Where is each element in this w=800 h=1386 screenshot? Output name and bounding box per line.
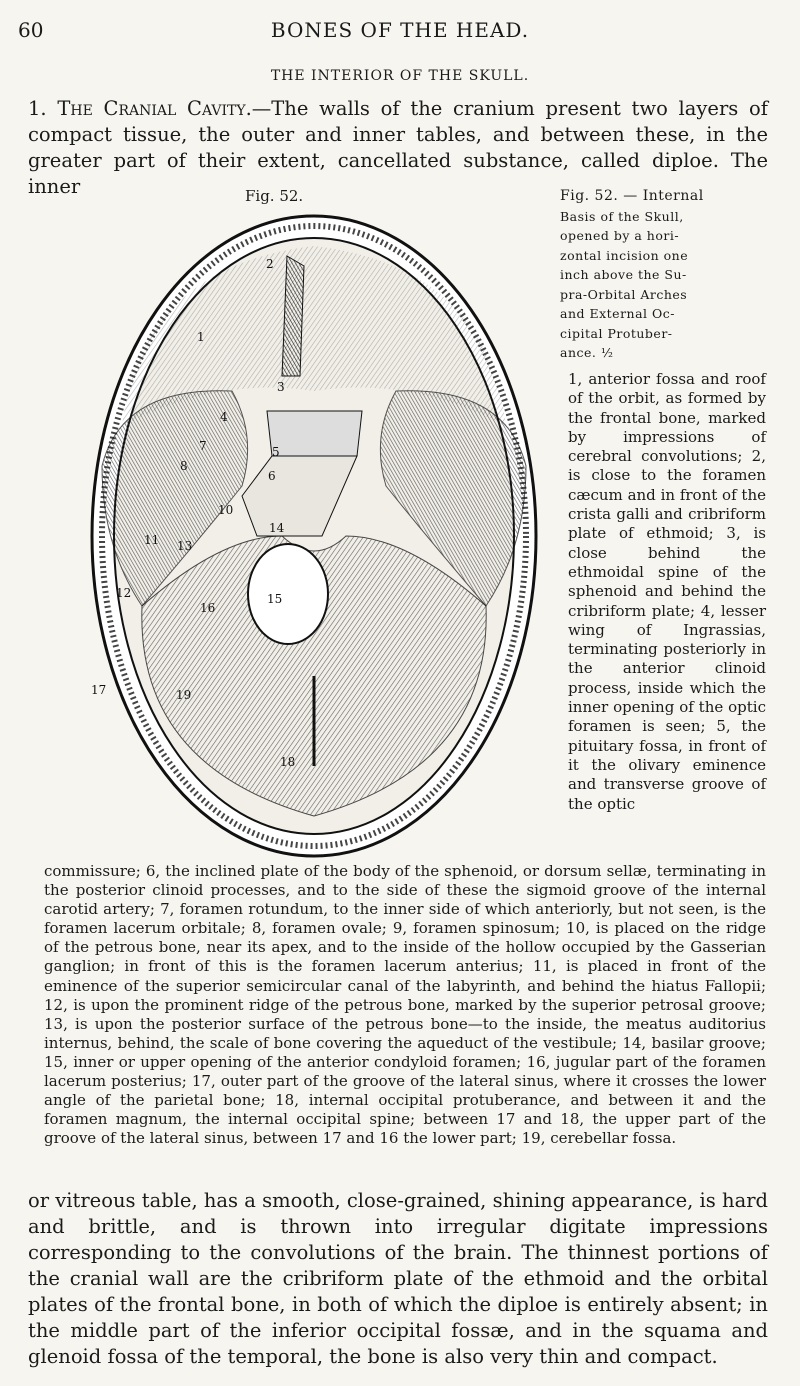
callout-15: 15 <box>267 592 283 606</box>
callout-14: 14 <box>269 521 285 535</box>
callout-8: 8 <box>180 459 188 473</box>
caption-title-line: pra-Orbital Arches <box>560 286 688 302</box>
caption-title-line: opened by a hori- <box>560 228 680 243</box>
paragraph-text: —The walls of the cranium present two layers of compact tissue, the outer and inner tables, and between these, in the greater part of their extent, cancellated substance, called diploe. The inner <box>28 97 769 198</box>
paragraph-2: or vitreous table, has a smooth, close-grained, shining appearance, is hard and brittle, and is thrown into irregular digitate impressions corresponding to the convolutions of the brain. The thinnest portions of the cranial wall are the cribriform plate of the ethmoid and the orbital plates of the frontal bone, in both of which the diploe is entirely absent; in the middle part of the inferior occipital fossæ, and in the squama and glenoid fossa of the temporal, the bone is also very thin and compact. <box>28 1189 768 1368</box>
figure-caption-side-text: 1, anterior fossa and roof of the orbit, as formed by the frontal bone, marked by impressions of cerebral convolutions; 2, is close to the foramen cæcum and in front of the crista galli and cribriform plate of ethmoid; 3, is close behind the ethmoidal spine of the sphenoid and behind the cribriform plate; 4, lesser wing of Ingrassias, terminating posteriorly in the anterior clinoid process, inside which the inner opening of the optic foramen is seen; 5, the pituitary fossa, in front of it the olivary eminence and transverse groove of the optic <box>568 370 766 813</box>
running-header <box>0 14 800 54</box>
callout-12: 12 <box>116 586 132 600</box>
callout-7: 7 <box>199 439 207 453</box>
callout-17: 17 <box>91 683 107 697</box>
paragraph-1 <box>28 96 768 200</box>
callout-13: 13 <box>177 539 193 553</box>
callout-10: 10 <box>218 503 234 517</box>
section-title: THE INTERIOR OF THE SKULL. <box>270 68 530 84</box>
caption-title-line: Basis of the Skull, <box>560 208 684 224</box>
caption-title-line: Fig. 52. — Internal <box>560 188 704 204</box>
foramen-magnum <box>248 544 328 644</box>
callout-2: 2 <box>266 257 274 271</box>
caption-title-line: inch above the Su- <box>560 267 687 282</box>
figure-caption-title <box>560 187 760 363</box>
callout-1: 1 <box>197 330 205 344</box>
callout-5: 5 <box>272 445 280 459</box>
running-title: BONES OF THE HEAD. <box>270 18 530 42</box>
paragraph-number: 1. <box>28 97 47 120</box>
caption-title-line: cipital Protuber- <box>560 325 673 341</box>
figure-label: Fig. 52. <box>245 187 304 205</box>
callout-16: 16 <box>200 601 216 615</box>
callout-6: 6 <box>268 469 276 483</box>
page-number: 60 <box>18 18 44 42</box>
caption-title-line: and External Oc- <box>560 306 675 321</box>
paragraph-heading: The Cranial Cavity. <box>57 97 252 120</box>
callout-3: 3 <box>277 380 285 394</box>
caption-title-line: zontal incision one <box>560 247 689 263</box>
callout-11: 11 <box>144 533 160 547</box>
callout-4: 4 <box>220 410 228 424</box>
figure-caption-continued: commissure; 6, the inclined plate of the body of the sphenoid, or dorsum sellæ, terminating in the posterior clinoid processes, and to the side of these the sigmoid groove of the internal carotid artery; 7, foramen rotundum, to the inner side of which anteriorly, but not seen, is the foramen lacerum orbitale; 8, foramen ovale; 9, foramen spinosum; 10, is placed on the ridge of the petrous bone, near its apex, and to the inside of the hollow occupied by the Gasserian ganglion; in front of this is the foramen lacerum anterius; 11, is placed in front of the eminence of the superior semicircular canal of the labyrinth, and behind the hiatus Fallopii; 12, is upon the prominent ridge of the petrous bone, marked by the superior petrosal groove; 13, is upon the posterior surface of the petrous bone—to the inside, the meatus auditorius internus, behind, the scale of bone covering the aqueduct of the vestibule; 14, basilar groove; 15, inner or upper opening of the anterior condyloid foramen; 16, jugular part of the foramen lacerum posterius; 17, outer part of the groove of the lateral sinus, where it crosses the lower angle of the parietal bone; 18, internal occipital protuberance, and between it and the foramen magnum, the internal occipital spine; between 17 and 18, the upper part of the groove of the lateral sinus, between 17 and 16 the lower part; 19, cerebellar fossa. <box>44 862 766 1148</box>
callout-18: 18 <box>280 755 296 769</box>
caption-title-line: ance. ½ <box>560 345 614 360</box>
skull-base-illustration <box>82 206 542 866</box>
callout-19: 19 <box>176 688 192 702</box>
